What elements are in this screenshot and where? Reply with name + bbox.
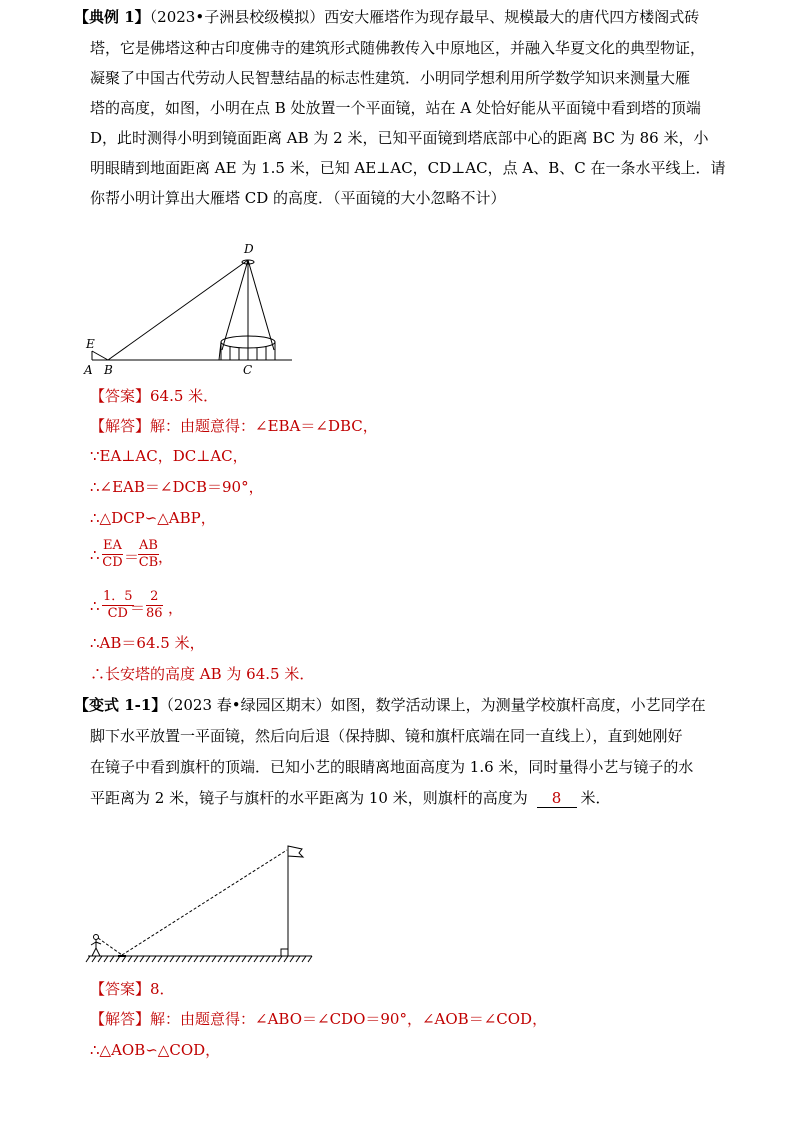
variant1-text-3: 平距离为 2 米，镜子与旗杆的水平距离为 10 米，则旗杆的高度为	[90, 789, 528, 807]
example1-line5: D，此时测得小明到镜面距离 AB 为 2 米，已知平面镜到塔底部中心的距离 BC 为 86 米，小	[90, 129, 709, 147]
variant1-source: （2023 春•绿园区期末）	[166, 696, 331, 714]
label-d: D	[244, 242, 254, 256]
segment-eb	[92, 351, 108, 360]
frac2-den2: 86	[146, 606, 163, 621]
variant1-solution	[90, 1008, 547, 1029]
frac2-suffix: ，	[168, 599, 184, 617]
variant1-step-1: ∴△AOB∽△COD，	[90, 1041, 221, 1059]
solution-step-2: ∴∠EAB＝∠DCB＝90°，	[90, 478, 264, 496]
example1-text-0: 西安大雁塔作为现存最早、规模最大的唐代四方楼阁式砖	[324, 8, 700, 26]
variant1-answer-value: 8．	[150, 980, 175, 998]
solution-step-1: ∵EA⊥AC，DC⊥AC，	[90, 447, 248, 465]
flag-icon	[288, 846, 303, 857]
frac1-right	[138, 538, 159, 571]
variant1-unit: 米．	[580, 789, 611, 807]
example1-line2: 塔，它是佛塔这种古印度佛寺的建筑形式随佛教传入中原地区，并融入华夏文化的典型物证，	[90, 39, 706, 57]
frac1-num1: EA	[103, 538, 122, 553]
solution-lead: 解：由题意得：∠EBA＝∠DBC，	[150, 417, 378, 435]
label-a: A	[84, 363, 93, 377]
variant1-line3: 在镜子中看到旗杆的顶端．已知小艺的眼睛离地面高度为 1.6 米，同时量得小艺与镜子的水	[90, 758, 694, 776]
label-e: E	[86, 337, 95, 351]
variant1-solution-lead: 解：由题意得：∠ABO＝∠CDO＝90°，∠AOB＝∠COD，	[150, 1010, 548, 1028]
example1-title: 【典例 1】	[74, 8, 150, 26]
variant1-line4	[90, 787, 611, 808]
example1-solution	[90, 415, 378, 436]
label-c: C	[243, 363, 253, 377]
frac2-num1: 1．5	[103, 589, 133, 604]
frac1-den2: CB	[138, 555, 159, 570]
label-b: B	[104, 363, 113, 377]
frac2-num2: 2	[146, 589, 163, 606]
example1-line1	[74, 6, 699, 27]
blank-answer: 8	[537, 789, 577, 808]
flagpole-figure	[80, 836, 320, 971]
frac1-eq: ＝	[124, 548, 140, 566]
frac1-suffix: ，	[158, 548, 174, 566]
variant1-answer	[90, 978, 175, 999]
eye-to-mirror	[98, 938, 122, 955]
example1-line6: 明眼睛到地面距离 AE 为 1.5 米，已知 AE⊥AC，CD⊥AC，点 A、B、C 在一条水平线上．请	[90, 159, 726, 177]
person-figure	[91, 935, 101, 957]
frac1-prefix: ∴	[90, 546, 100, 564]
example1-answer	[90, 385, 218, 406]
solution-conclusion: ∴长安塔的高度 AB 为 64.5 米．	[90, 665, 315, 683]
pagoda-figure	[80, 238, 310, 378]
frac2-den1: CD	[107, 606, 128, 621]
solution-step-ab: ∴AB＝64.5 米，	[90, 634, 205, 652]
frac1-num2: AB	[139, 538, 158, 553]
variant1-text-0: 如图，数学活动课上，为测量学校旗杆高度，小艺同学在	[330, 696, 706, 714]
solution-step-3: ∴△DCP∽△ABP，	[90, 509, 216, 527]
frac1-left	[102, 538, 123, 571]
frac1-den1: CD	[102, 555, 123, 570]
segment-bd	[108, 260, 248, 360]
frac2-eq: ＝	[130, 599, 146, 617]
example1-line3: 凝聚了中国古代劳动人民智慧结晶的标志性建筑．小明同学想利用所学数学知识来测量大雁	[90, 69, 691, 87]
example1-line4: 塔的高度，如图，小明在点 B 处放置一个平面镜，站在 A 处恰好能从平面镜中看到塔的顶端	[90, 99, 701, 117]
mirror-to-top	[122, 850, 287, 955]
frac2-prefix: ∴	[90, 597, 100, 615]
example1-line7: 你帮小明计算出大雁塔 CD 的高度．（平面镜的大小忽略不计）	[90, 189, 506, 207]
frac2-right	[146, 589, 163, 622]
answer-value: 64.5 米．	[150, 387, 219, 405]
frac2-left	[102, 589, 134, 622]
variant1-title: 【变式 1-1】	[74, 696, 167, 714]
variant1-line1	[74, 694, 706, 715]
solution-tag: 【解答】	[90, 417, 151, 435]
right-angle-mark	[281, 949, 288, 956]
variant1-answer-tag: 【答案】	[90, 980, 151, 998]
answer-tag: 【答案】	[90, 387, 151, 405]
variant1-solution-tag: 【解答】	[90, 1010, 151, 1028]
example1-source: （2023•子洲县校级模拟）	[149, 8, 325, 26]
variant1-line2: 脚下水平放置一平面镜，然后向后退（保持脚、镜和旗杆底端在同一直线上），直到她刚好	[90, 727, 683, 745]
